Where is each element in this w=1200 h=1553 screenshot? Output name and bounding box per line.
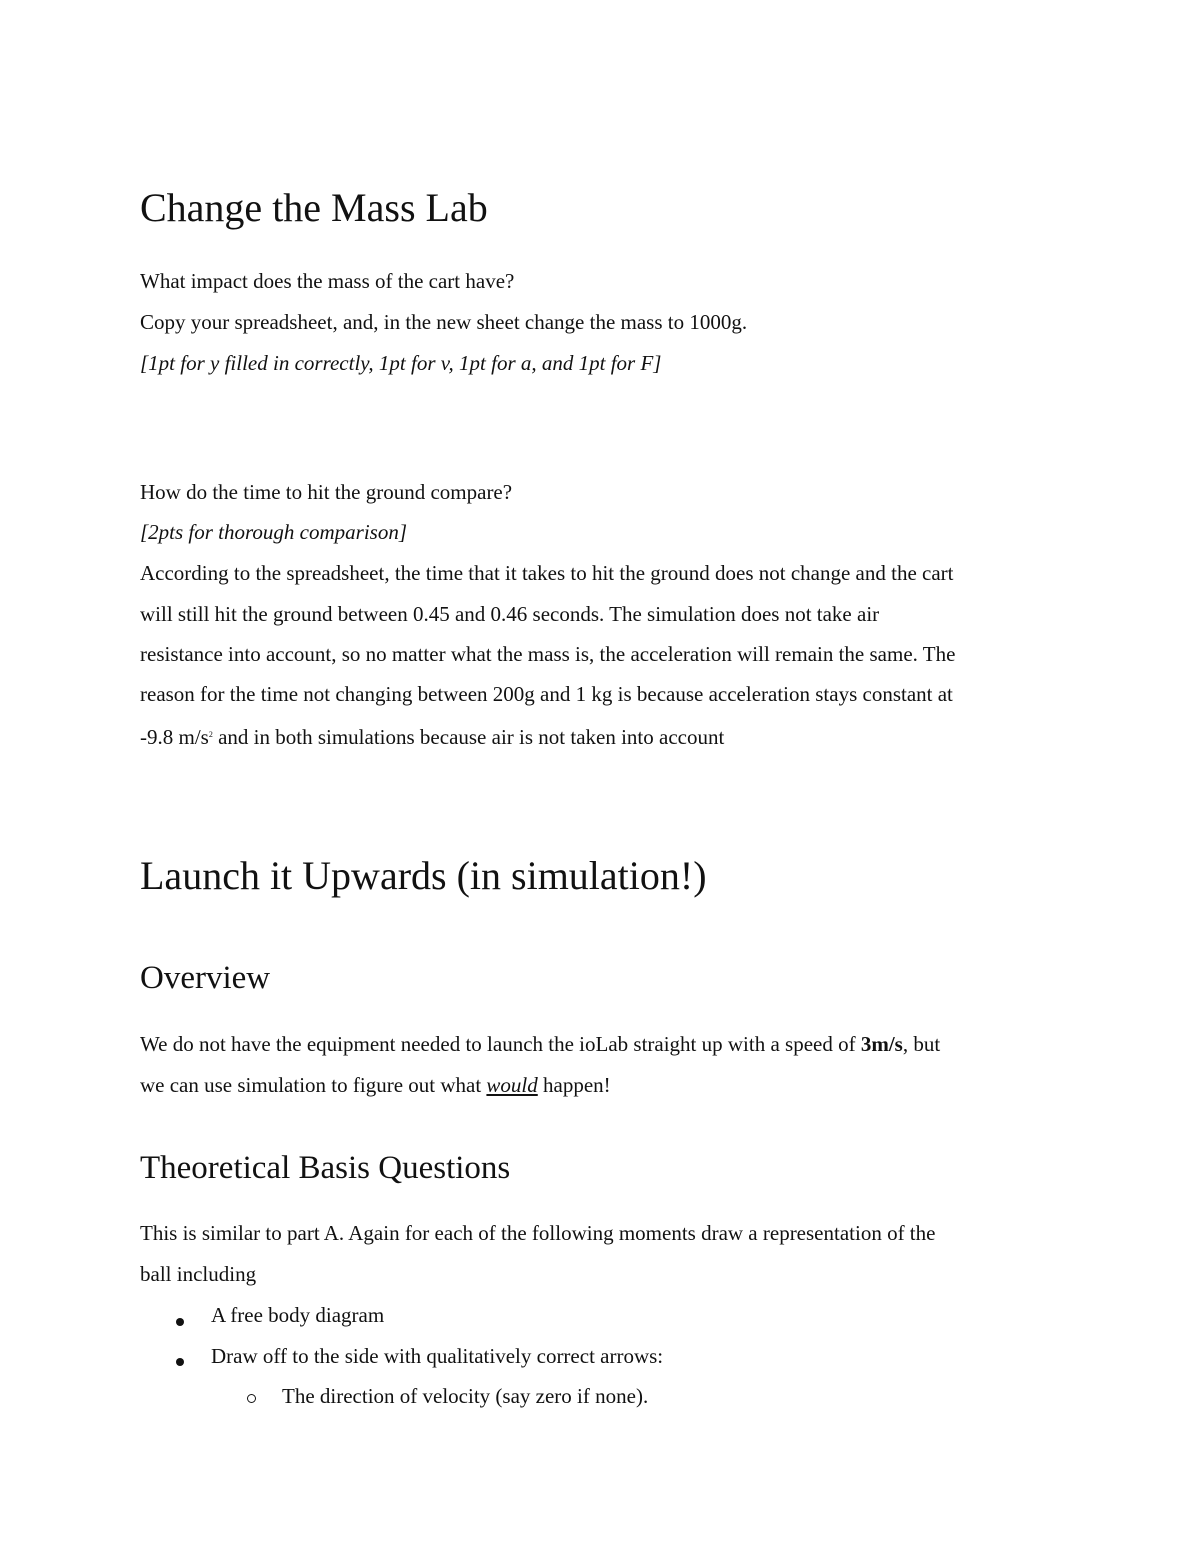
- basis-line: ball including: [140, 1262, 257, 1286]
- points-note: [1pt for y filled in correctly, 1pt for v, 1pt for a, and 1pt for F]: [140, 351, 662, 375]
- overview-line: [140, 1030, 940, 1058]
- overview-text: we can use simulation to figure out what: [140, 1073, 487, 1097]
- bullet-item: Draw off to the side with qualitatively correct arrows:: [211, 1344, 664, 1368]
- answer-line-last: [140, 721, 724, 751]
- overview-text: We do not have the equipment needed to launch the ioLab straight up with a speed of: [140, 1032, 861, 1056]
- bullet-dot: [176, 1353, 184, 1371]
- answer-text: and in both simulations because air is not taken into account: [212, 725, 725, 749]
- answer-line: resistance into account, so no matter what the mass is, the acceleration will remain the same. The: [140, 642, 956, 666]
- sub-bullet-item: The direction of velocity (say zero if none).: [282, 1384, 649, 1408]
- emphasis-would: would: [486, 1073, 538, 1097]
- bullet-item: A free body diagram: [211, 1303, 385, 1327]
- intro-line: What impact does the mass of the cart have?: [140, 269, 515, 293]
- overview-heading: Overview: [140, 960, 271, 996]
- speed-value: 3m/s: [860, 1032, 903, 1056]
- answer-line: According to the spreadsheet, the time that it takes to hit the ground does not change and the cart: [140, 561, 954, 585]
- bullet-dot: [176, 1313, 184, 1331]
- answer-line: reason for the time not changing between 200g and 1 kg is because acceleration stays constant at: [140, 682, 953, 706]
- basis-line: This is similar to part A. Again for each of the following moments draw a representation of the: [140, 1221, 936, 1245]
- instruction-line: Copy your spreadsheet, and, in the new sheet change the mass to 1000g.: [140, 310, 748, 334]
- answer-text: -9.8 m/s: [140, 725, 209, 749]
- basis-heading: Theoretical Basis Questions: [140, 1150, 511, 1186]
- overview-line: [140, 1071, 611, 1099]
- question-line: How do the time to hit the ground compare?: [140, 480, 513, 504]
- answer-line: will still hit the ground between 0.45 and 0.46 seconds. The simulation does not take air: [140, 602, 880, 626]
- section-title-launch: Launch it Upwards (in simulation!): [140, 853, 707, 898]
- question-points-note: [2pts for thorough comparison]: [140, 520, 408, 544]
- exponent: 2: [208, 730, 213, 739]
- sub-bullet-circle: [247, 1394, 256, 1403]
- overview-text: happen!: [537, 1073, 611, 1097]
- overview-text: , but: [902, 1032, 941, 1056]
- section-title-change-mass: Change the Mass Lab: [140, 185, 488, 230]
